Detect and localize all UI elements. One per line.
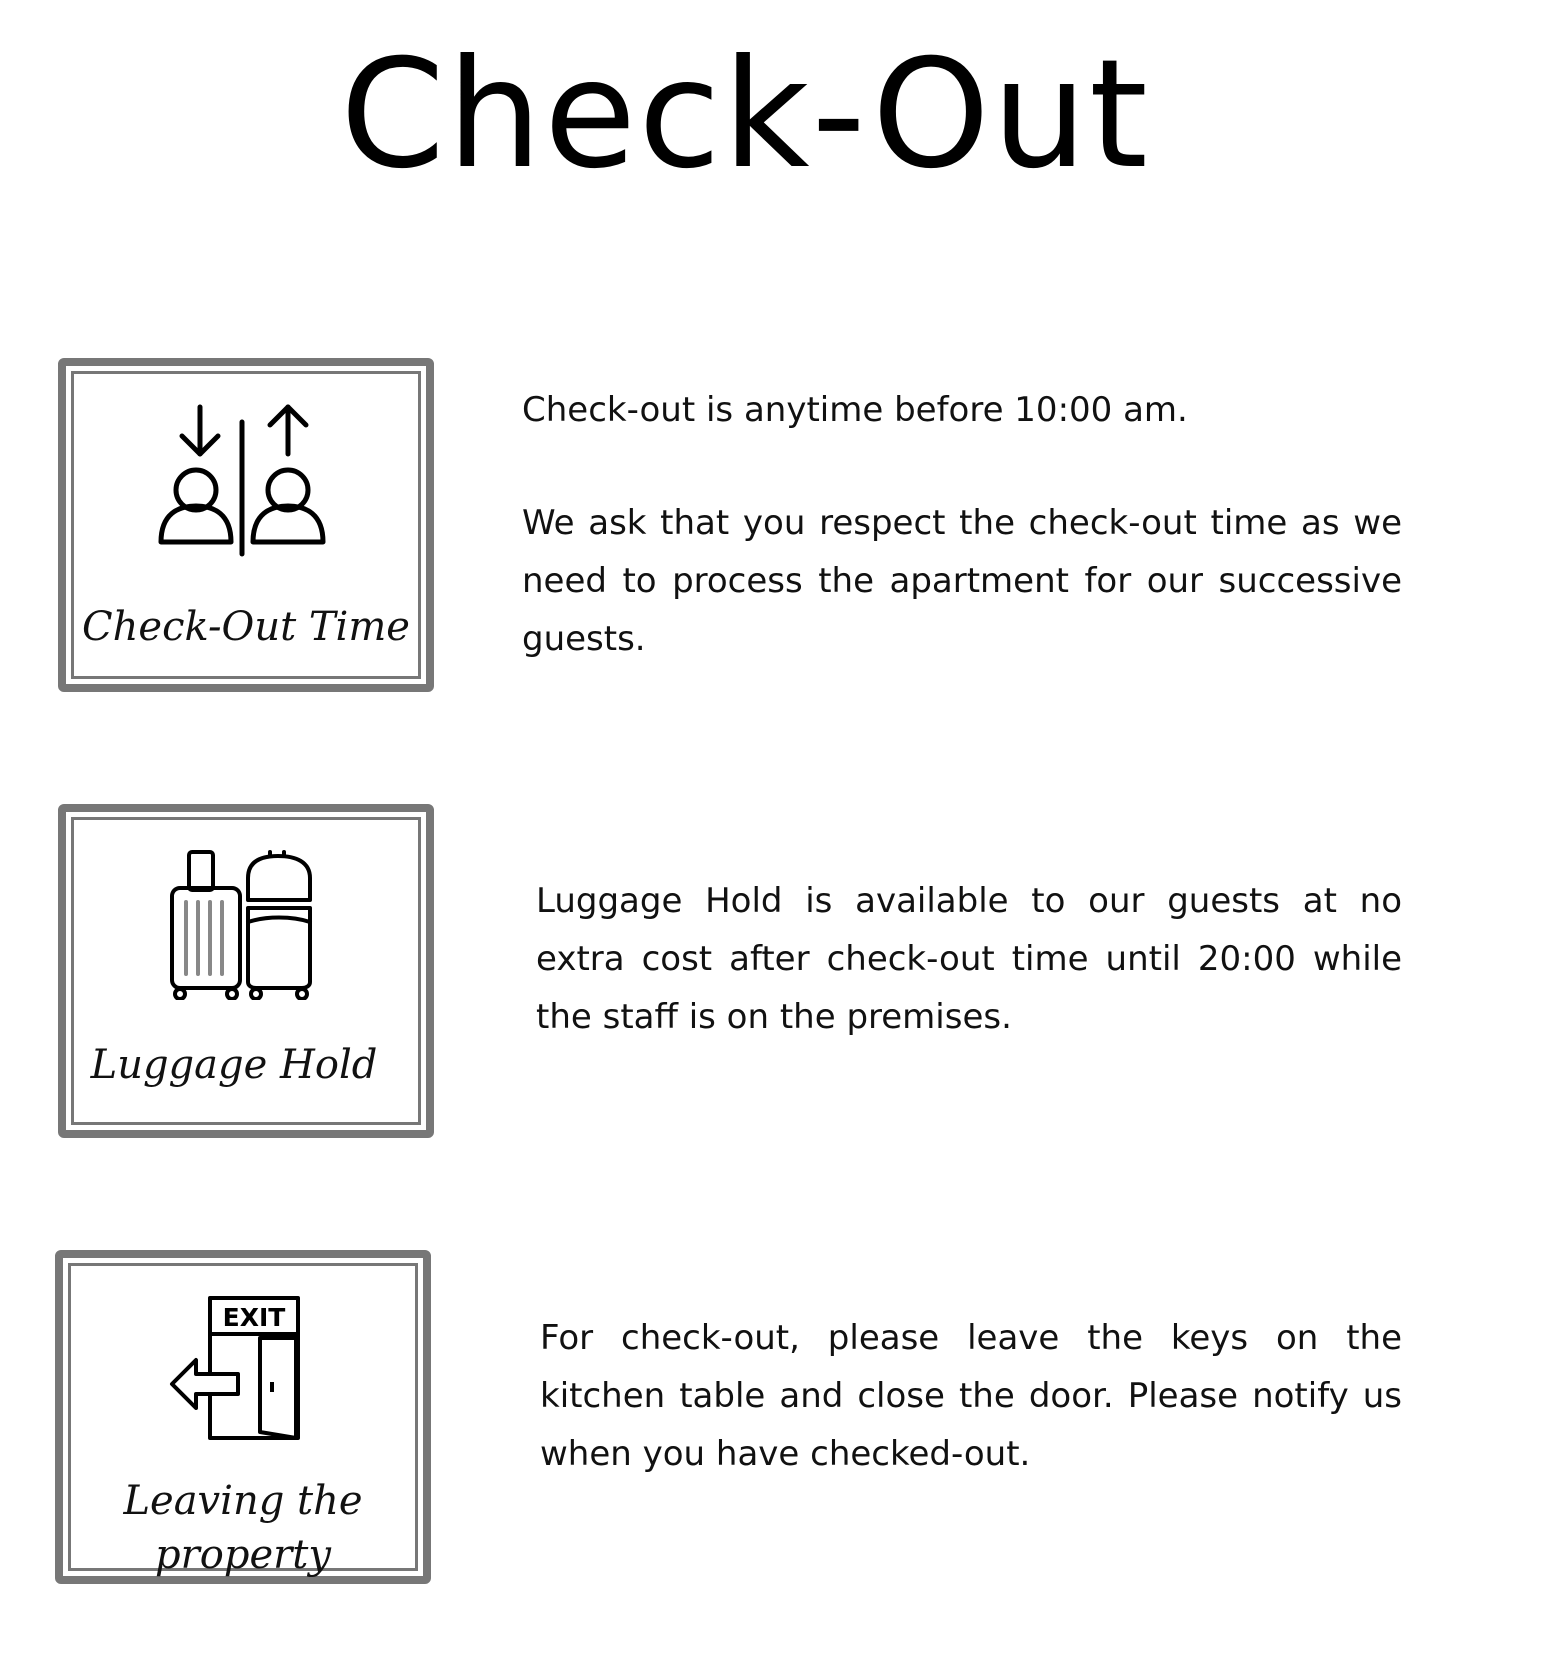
card-label: Check-Out Time: [82, 604, 410, 650]
exit-sign-text: EXIT: [222, 1303, 286, 1332]
luggage-hold-text: Luggage Hold is available to our guests at no extra cost after check-out time until 20:00 while the staff is on the premises.: [536, 881, 1402, 1037]
card-label-line-1: Leaving the: [123, 1478, 363, 1524]
card-leaving-property: [55, 1250, 431, 1584]
card-label-line-2: property: [155, 1532, 331, 1578]
check-out-time-text: Check-out is anytime before 10:00 am.: [522, 390, 1188, 430]
exit-door-icon: [53, 1294, 423, 1444]
check-out-respect-text: We ask that you respect the check-out time as we need to process the apartment for our successive guests.: [522, 503, 1402, 659]
luggage-icon: [66, 850, 426, 1000]
check-in-out-arrows-people-icon: [66, 402, 426, 562]
card-label: Luggage Hold: [90, 1042, 378, 1088]
card-check-out-time: [58, 358, 434, 692]
leaving-property-text: For check-out, please leave the keys on the kitchen table and close the door. Please notify us when you have checked-out.: [540, 1318, 1402, 1474]
page-title: Check-Out: [340, 28, 1150, 202]
card-luggage-hold: [58, 804, 434, 1138]
